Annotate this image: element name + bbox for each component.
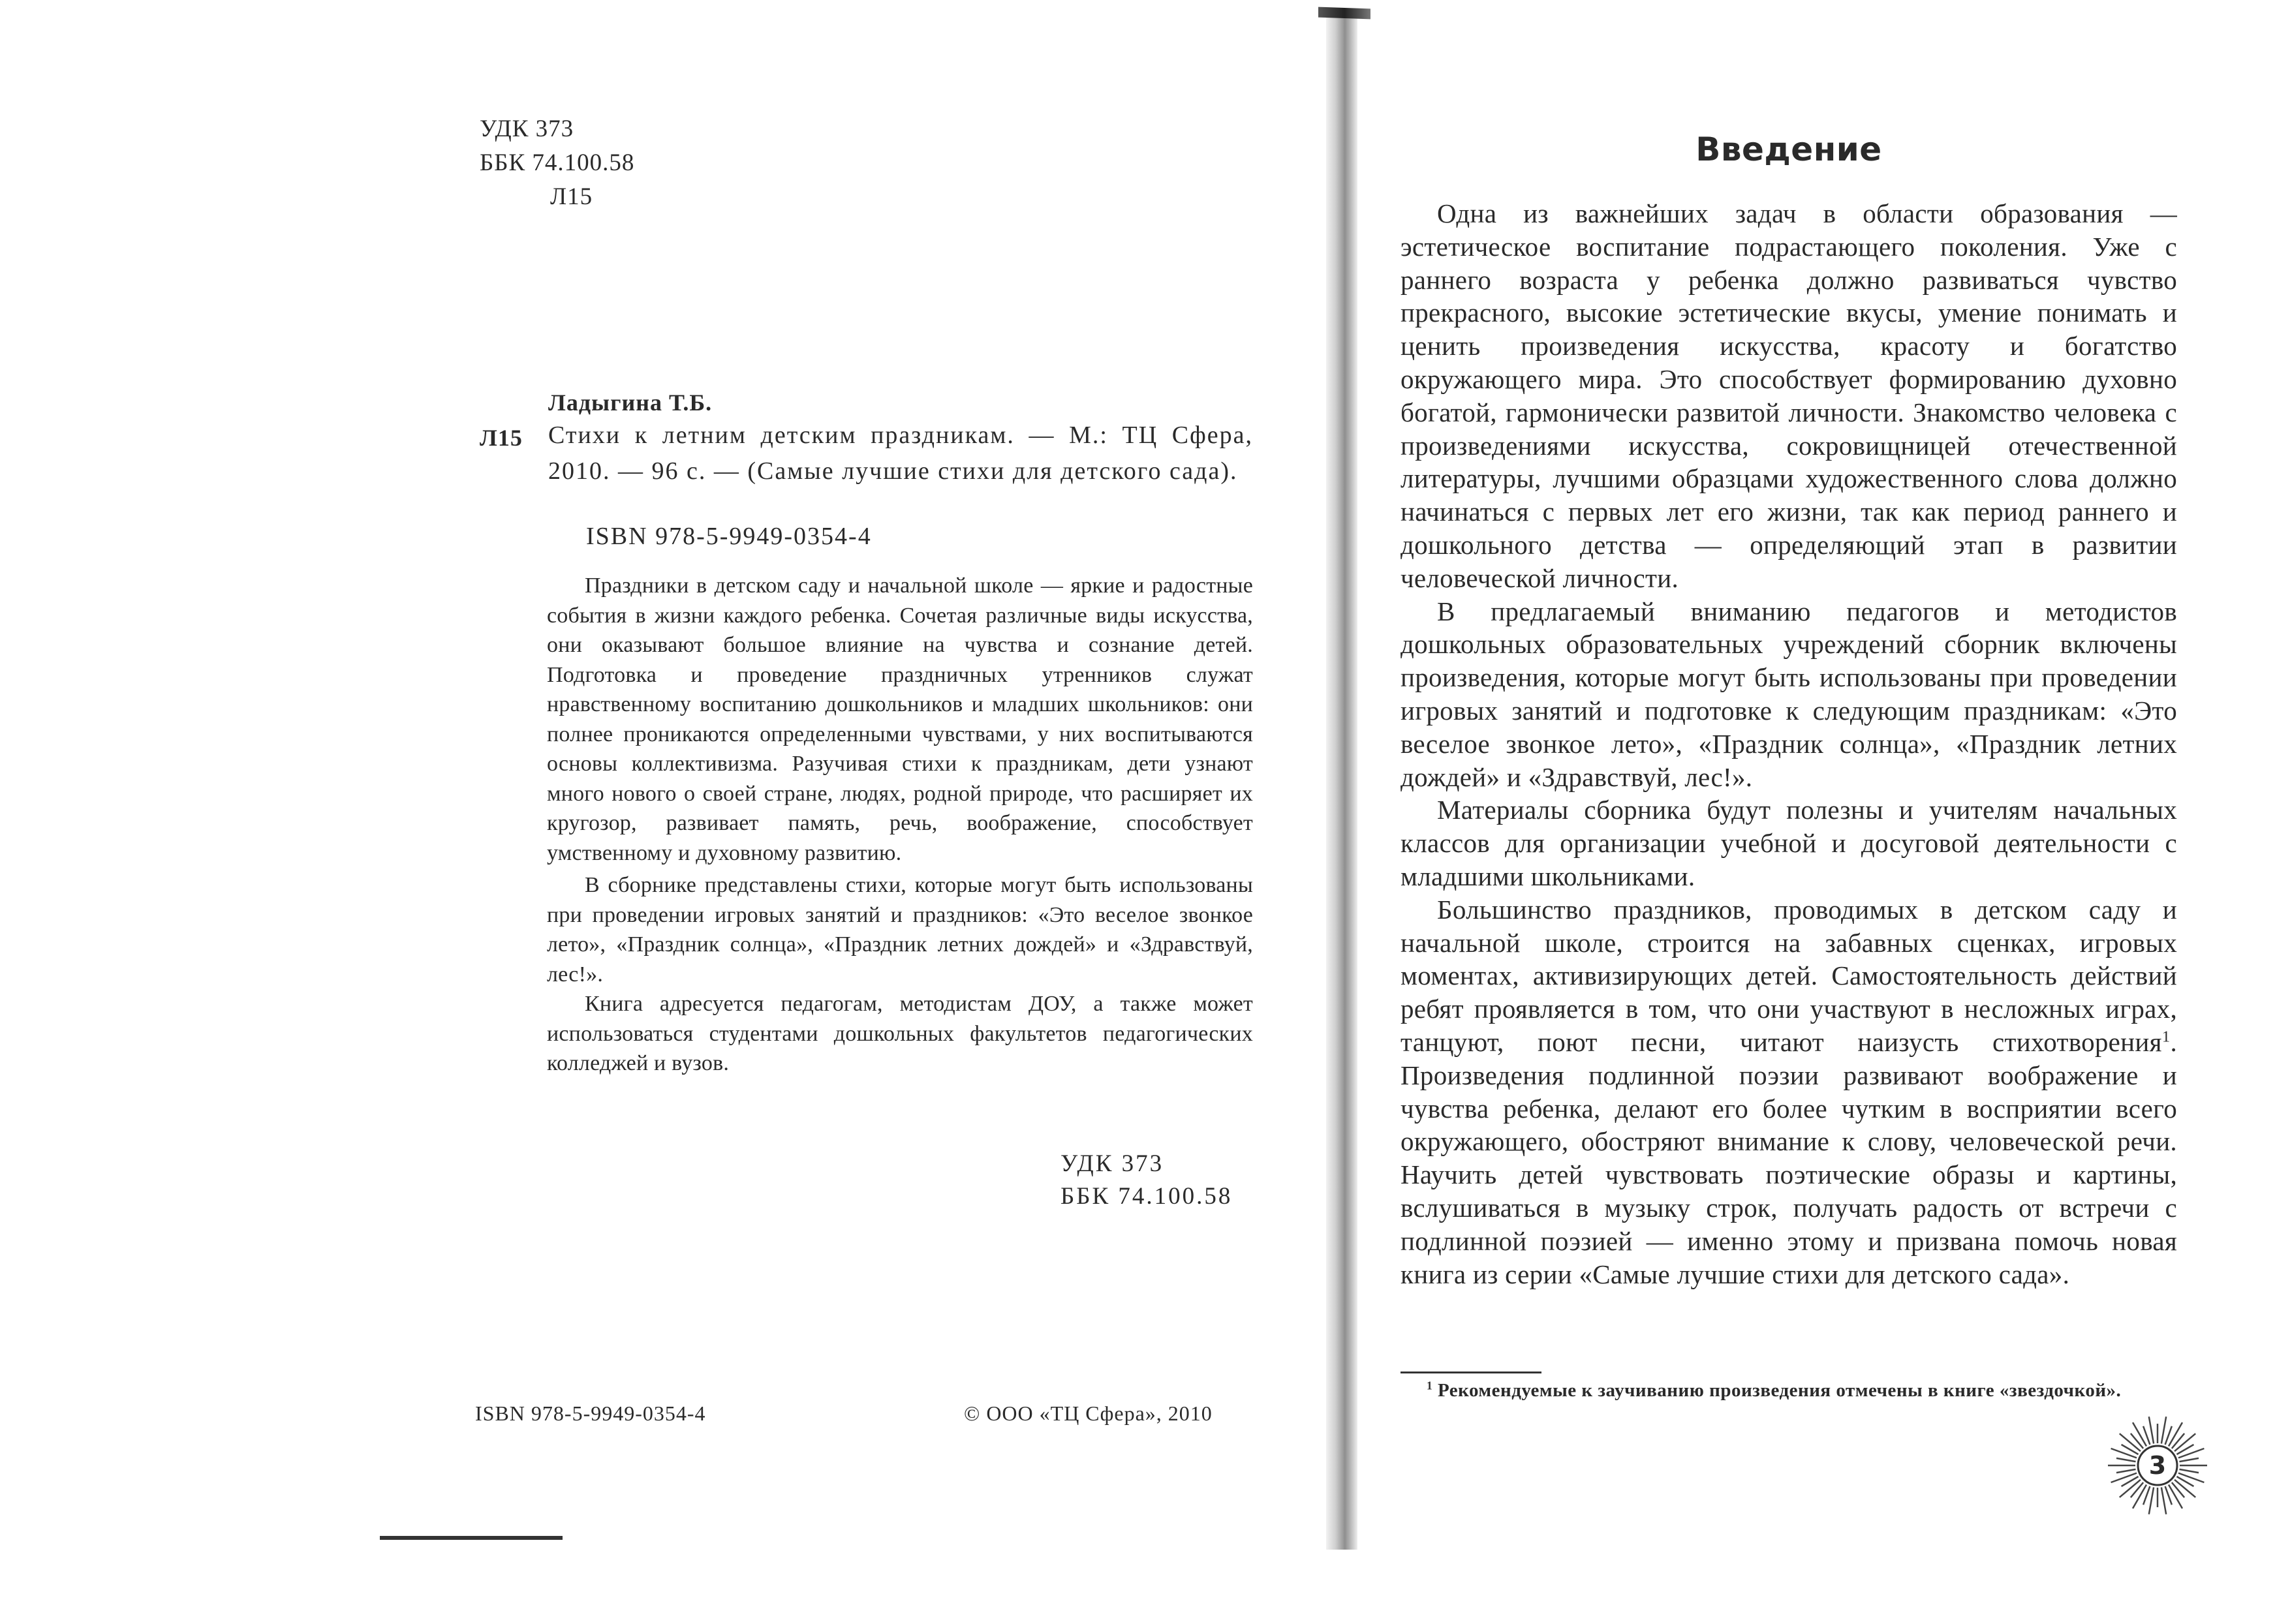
- annotation-paragraph: Праздники в детском саду и начальной школе — яркие и радостные события в жизни каждого ребенка. Сочетая различные виды искусства, они оказывают большое влияние на чувства и сознание детей. Подготовка и проведение праздничных утренников служат нравственному воспитанию дошкольников и младших школьников: они полнее проникаются определенными чувствами, у них воспитываются основы коллективизма. Разучивая стихи к праздникам, дети узнают много нового о своей стране, людях, родной природе, что расширяет их кругозор, развивает память, речь, воображение, способствует умственному и духовному развитию.: [547, 574, 1253, 865]
- footnote: [1401, 1378, 2177, 1403]
- page-number-badge: [2105, 1413, 2210, 1518]
- annotation: [547, 571, 1253, 1079]
- udk-value: 373: [535, 115, 574, 142]
- author-name: Ладыгина Т.Б.: [548, 390, 713, 416]
- gutter-shadow: [1318, 7, 1370, 20]
- intro-paragraph: В предлагаемый вниманию педагогов и методистов дошкольных образовательных учреждений сборник включены произведения, которые могут быть использованы при проведении игровых занятий и подготовке к следующим праздникам: «Это веселое звонкое лето», «Праздник солнца», «Праздник летних дождей» и «Здравствуй, лес!».: [1401, 596, 2177, 792]
- page-title: Введение: [1695, 130, 1882, 168]
- intro-paragraph: Одна из важнейших задач в области образования — эстетическое воспитание подрастающего поколения. Уже с раннего возраста у ребенка должно развиваться чувство прекрасного, высокие эстетические вкусы, умение понимать и ценить произведения искусства, красоту и богатство окружающего мира. Это способствует формированию духовно богатой, гармонически развитой личности. Знакомство человека с произведениями искусства, сокровищницей отечественной литературы, лучшими образцами художественного слова должно начинаться с первых лет его жизни, так как период раннего и дошкольного детства — определяющий этап в развитии человеческой личности.: [1401, 198, 2177, 593]
- scan-artifact-rule: [380, 1536, 563, 1540]
- bbk-line: [480, 146, 634, 180]
- page-number: 3: [2148, 1451, 2167, 1480]
- footer-isbn: ISBN 978-5-9949-0354-4: [475, 1402, 706, 1425]
- intro-paragraph-part: Большинство праздников, проводимых в детском саду и начальной школе, строится на забавных сценках, игровых моментах, активизирующих детей. Самостоятельность действий ребят проявляется в том, что они участвуют в несложных играх, танцуют, поют песни, читают наизусть стихотворения: [1401, 894, 2177, 1057]
- bbk-value: 74.100.58: [532, 149, 635, 176]
- annotation-paragraph: В сборнике представлены стихи, которые могут быть использованы при проведении игровых занятий и праздников: «Это веселое звонкое лето», «Праздник солнца», «Праздник летних дождей» и «Здравствуй, лес!».: [547, 873, 1253, 987]
- bibliographic-description: Стихи к летним детским праздникам. — М.: ТЦ Сфера, 2010. — 96 с. — (Самые лучшие стихи для детского сада).: [548, 421, 1253, 485]
- footnote-text: Рекомендуемые к заучиванию произведения отмечены в книге «звездочкой».: [1437, 1380, 2122, 1401]
- footnote-separator: [1401, 1371, 1541, 1373]
- isbn-main: ISBN 978-5-9949-0354-4: [586, 523, 872, 550]
- intro-paragraph: Материалы сборника будут полезны и учителям начальных классов для организации учебной и досуговой деятельности с младшими школьниками.: [1401, 795, 2177, 891]
- intro-paragraph: [1401, 893, 2177, 1291]
- book-gutter: [1326, 13, 1357, 1550]
- author-mark-side: Л15: [480, 425, 523, 451]
- udk-line: [480, 112, 574, 146]
- bottom-udk: УДК 373: [1060, 1150, 1164, 1177]
- annotation-paragraph: Книга адресуется педагогам, методистам ДОУ, а также может использоваться студентами дошкольных факультетов педагогических колледжей и вузов.: [547, 992, 1253, 1075]
- bottom-bbk: ББК 74.100.58: [1060, 1183, 1233, 1210]
- footnote-reference: 1: [2161, 1028, 2171, 1046]
- introduction-text: [1401, 197, 2177, 1291]
- author-mark-top: Л15: [550, 183, 593, 210]
- udk-label: УДК: [480, 115, 529, 142]
- copyright: © ООО «ТЦ Сфера», 2010: [964, 1402, 1213, 1425]
- intro-paragraph-part: . Произведения подлинной поэзии развивают воображение и чувства ребенка, делают его более чутким в восприятии всего окружающего, обостряют внимание к слову, человеческой речи. Научить детей чувствовать поэтические образы и картины, вслушиваться в музыку строк, получать радость от встречи с подлинной поэзией — именно этому и призвана помочь новая книга из серии «Самые лучшие стихи для детского сада».: [1401, 1026, 2177, 1289]
- bbk-label: ББК: [480, 149, 526, 176]
- footnote-mark: 1: [1427, 1379, 1433, 1392]
